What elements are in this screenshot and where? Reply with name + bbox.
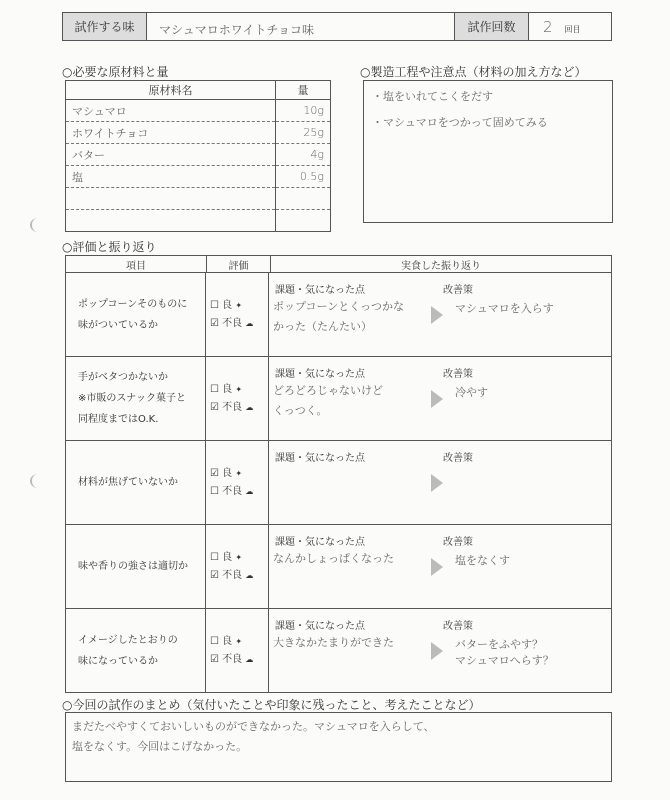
rating-bad-option[interactable] xyxy=(210,315,268,333)
ingredient-row xyxy=(66,100,331,122)
arrow-icon xyxy=(431,558,443,576)
evaluation-table xyxy=(65,255,612,693)
header-box xyxy=(62,12,612,41)
issue-label: 課題・気になった点 xyxy=(275,537,365,548)
ingredient-amount[interactable] xyxy=(276,210,331,232)
process-box[interactable] xyxy=(363,80,613,223)
item-text: ※市販のスナック菓子と xyxy=(78,393,186,404)
col-name: 原材料名 xyxy=(66,81,276,100)
item-text: 味になっているか xyxy=(78,655,158,667)
sparkle-icon: ✦ xyxy=(235,468,243,478)
ingredients-title: ○必要な原材料と量 xyxy=(62,65,169,79)
fix-text: マシュマロを入らす xyxy=(455,302,554,315)
ingredient-amount[interactable]: 25g xyxy=(276,122,331,144)
rating-good-option[interactable] xyxy=(210,549,268,567)
arrow-icon xyxy=(431,390,443,408)
rating-good-option[interactable] xyxy=(210,297,268,315)
rating-bad-label: 不良 xyxy=(222,401,243,413)
rating-bad-option[interactable] xyxy=(210,567,268,585)
issue-text: ポップコーンとくっつかな xyxy=(273,300,405,313)
item-text: 同程度まではO.K. xyxy=(78,414,159,425)
ingredient-name[interactable]: バター xyxy=(66,144,276,166)
fix-label: 改善策 xyxy=(443,537,473,548)
cloud-icon: ☁ xyxy=(245,402,254,412)
summary-line: 塩をなくす。今回はこげなかった。 xyxy=(72,740,248,753)
evaluation-row xyxy=(66,357,611,441)
binder-hole xyxy=(30,474,46,488)
rating-good-option[interactable] xyxy=(210,381,268,399)
fix-field[interactable] xyxy=(455,553,605,569)
evaluation-title: ○評価と振り返り xyxy=(62,240,157,254)
ingredient-amount[interactable]: 10g xyxy=(276,100,331,122)
ingredient-name[interactable] xyxy=(66,210,276,232)
ingredient-row xyxy=(66,122,331,144)
ingredient-amount[interactable]: 4g xyxy=(276,144,331,166)
checkbox[interactable]: ☑ xyxy=(210,401,219,413)
issue-label: 課題・気になった点 xyxy=(275,369,365,380)
issue-field[interactable] xyxy=(273,381,428,421)
rating-good-label: 良 xyxy=(222,299,233,311)
col-review: 実食した振り返り xyxy=(401,260,481,272)
cloud-icon: ☁ xyxy=(245,654,254,664)
item-text: イメージしたとおりの xyxy=(78,634,178,646)
fix-field[interactable] xyxy=(455,385,605,401)
issue-label: 課題・気になった点 xyxy=(275,285,365,296)
rating-good-option[interactable] xyxy=(210,633,268,651)
rating-bad-option[interactable] xyxy=(210,399,268,417)
rating-bad-label: 不良 xyxy=(222,569,243,581)
sparkle-icon: ✦ xyxy=(235,300,243,310)
summary-line: まだたべやすくておいしいものができなかった。マシュマロを入らして、 xyxy=(72,720,435,733)
evaluation-row xyxy=(66,609,611,692)
summary-title: ○今回の試作のまとめ（気付いたことや印象に残ったこと、考えたことなど） xyxy=(62,698,481,712)
sparkle-icon: ✦ xyxy=(235,384,243,394)
rating-bad-label: 不良 xyxy=(222,317,243,329)
checkbox[interactable]: ☑ xyxy=(210,317,219,329)
flavor-label: 試作する味 xyxy=(63,13,147,40)
issue-label: 課題・気になった点 xyxy=(275,621,365,632)
issue-text: どろどろじゃないけど xyxy=(273,384,383,397)
arrow-icon xyxy=(431,642,443,660)
issue-text: 大きなかたまりができた xyxy=(273,636,394,649)
evaluation-row xyxy=(66,441,611,525)
issue-text: くっつく。 xyxy=(273,404,328,417)
process-title: ○製造工程や注意点（材料の加え方など） xyxy=(360,65,587,79)
trial-unit: 回目 xyxy=(564,25,581,34)
issue-field[interactable] xyxy=(273,633,428,653)
fix-label: 改善策 xyxy=(443,621,473,632)
ingredient-amount[interactable]: 0.5g xyxy=(276,166,331,188)
issue-text: かった（たんたい） xyxy=(273,320,372,333)
item-text: 味や香りの強さは適切か xyxy=(78,561,188,572)
fix-text: 塩をなくす xyxy=(455,554,510,567)
evaluation-row xyxy=(66,273,611,357)
fix-text: 冷やす xyxy=(455,386,488,399)
cloud-icon: ☁ xyxy=(245,318,254,328)
ingredients-table xyxy=(65,80,331,232)
binder-hole xyxy=(30,218,46,232)
checkbox[interactable]: ☑ xyxy=(210,467,219,479)
item-text: 材料が焦げていないか xyxy=(78,477,178,488)
fix-label: 改善策 xyxy=(443,285,473,296)
checkbox[interactable]: ☐ xyxy=(210,485,219,497)
fix-text: マシュマロへらす？ xyxy=(455,654,554,667)
trial-field[interactable] xyxy=(529,13,611,40)
cloud-icon: ☁ xyxy=(245,486,254,496)
process-line: ・塩をいれてこくをだす xyxy=(372,90,493,103)
evaluation-row xyxy=(66,525,611,609)
arrow-icon xyxy=(431,306,443,324)
rating-good-option[interactable] xyxy=(210,465,268,483)
ingredient-name[interactable] xyxy=(66,188,276,210)
checkbox[interactable]: ☐ xyxy=(210,299,219,311)
rating-bad-option[interactable] xyxy=(210,483,268,501)
rating-bad-option[interactable] xyxy=(210,651,268,669)
rating-bad-label: 不良 xyxy=(222,485,243,497)
item-text: 味がついているか xyxy=(78,319,158,331)
arrow-icon xyxy=(431,474,443,492)
rating-good-label: 良 xyxy=(222,467,233,479)
checkbox[interactable]: ☐ xyxy=(210,383,219,395)
ingredient-row xyxy=(66,166,331,188)
fix-label: 改善策 xyxy=(443,453,473,464)
issue-field[interactable] xyxy=(273,297,428,337)
sparkle-icon: ✦ xyxy=(235,636,243,646)
ingredient-row xyxy=(66,210,331,232)
fix-field[interactable] xyxy=(455,637,605,669)
col-rating: 評価 xyxy=(207,256,271,272)
checkbox[interactable]: ☐ xyxy=(210,551,219,563)
fix-field[interactable] xyxy=(455,301,605,317)
rating-bad-label: 不良 xyxy=(222,653,243,665)
trial-value: 2 xyxy=(543,17,553,36)
fix-label: 改善策 xyxy=(443,369,473,380)
issue-label: 課題・気になった点 xyxy=(275,453,365,464)
ingredient-row xyxy=(66,188,331,210)
ingredient-row xyxy=(66,144,331,166)
checkbox[interactable]: ☑ xyxy=(210,653,219,665)
issue-field[interactable] xyxy=(273,549,428,569)
rating-good-label: 良 xyxy=(222,635,233,647)
col-amount: 量 xyxy=(276,81,331,100)
sparkle-icon: ✦ xyxy=(235,552,243,562)
issue-text: なんかしょっぱくなった xyxy=(273,552,394,565)
trial-label: 試作回数 xyxy=(454,13,529,40)
col-item: 項目 xyxy=(66,256,207,272)
checkbox[interactable]: ☑ xyxy=(210,569,219,581)
ingredient-name[interactable]: マシュマロ xyxy=(66,100,276,122)
item-text: ポップコーンそのものに xyxy=(78,298,188,310)
ingredient-amount[interactable] xyxy=(276,188,331,210)
rating-good-label: 良 xyxy=(222,383,233,395)
flavor-value[interactable]: マシュマロホワイトチョコ味 xyxy=(159,23,315,37)
process-line: ・マシュマロをつかって固めてみる xyxy=(372,116,548,129)
ingredient-name[interactable]: ホワイトチョコ xyxy=(66,122,276,144)
ingredient-name[interactable]: 塩 xyxy=(66,166,276,188)
summary-box[interactable] xyxy=(65,712,612,782)
item-text: 手がベタつかないか xyxy=(78,372,168,383)
fix-text: バターをふやす？ xyxy=(455,638,543,651)
cloud-icon: ☁ xyxy=(245,570,254,580)
rating-good-label: 良 xyxy=(222,551,233,563)
checkbox[interactable]: ☐ xyxy=(210,635,219,647)
